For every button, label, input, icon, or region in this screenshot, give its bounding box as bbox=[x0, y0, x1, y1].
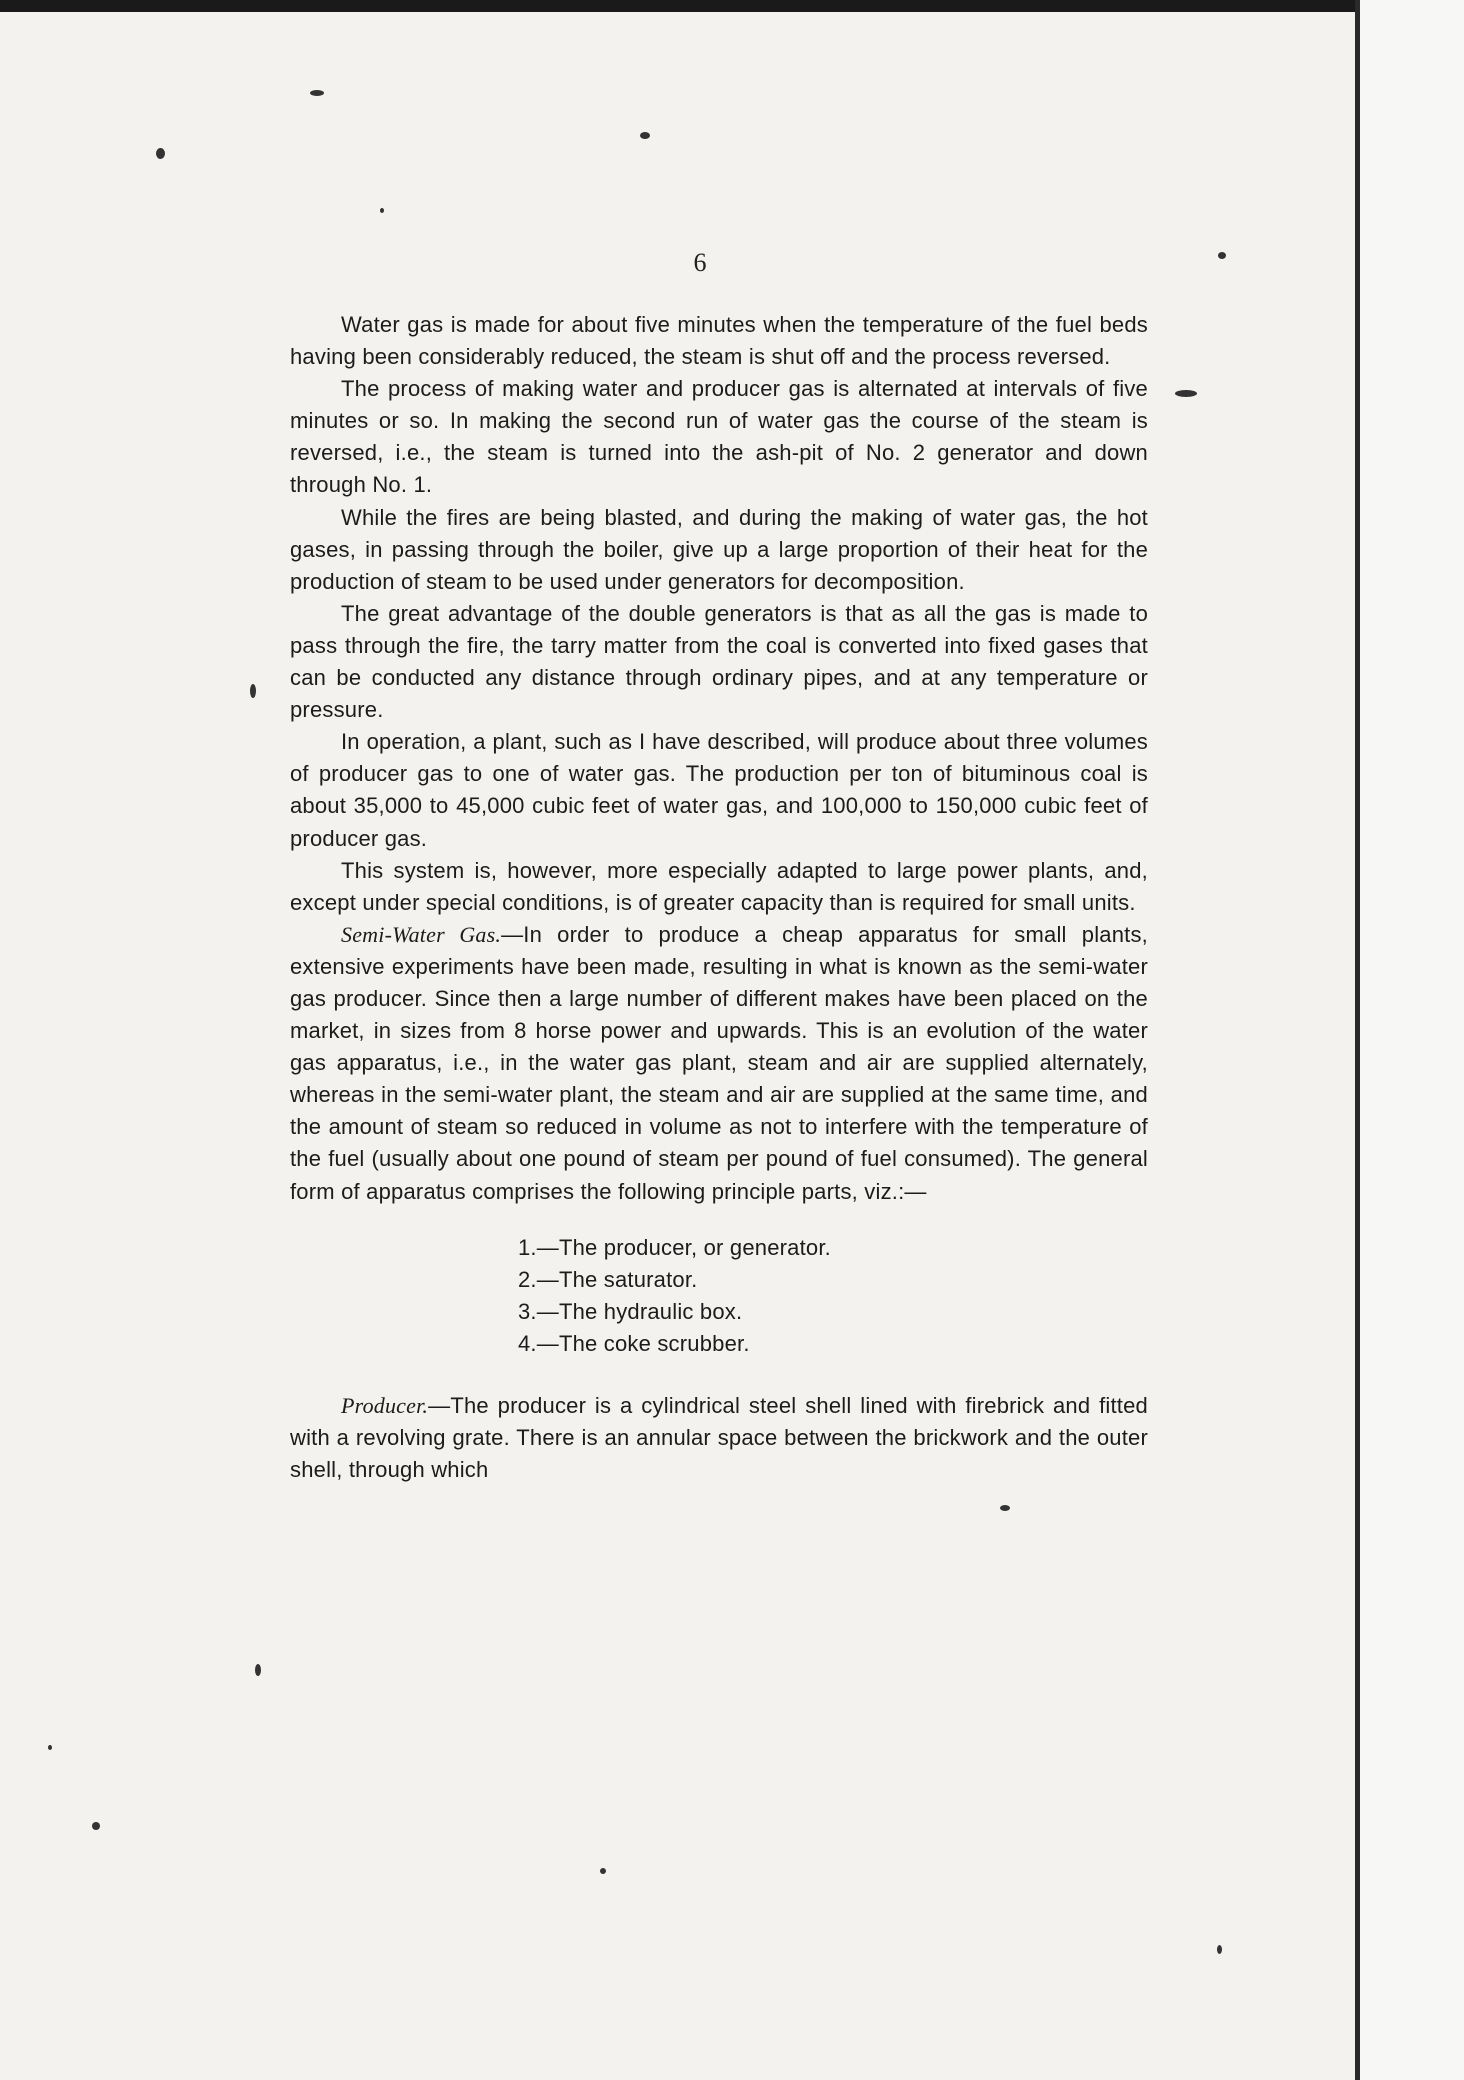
ink-speck bbox=[156, 148, 165, 159]
ink-speck bbox=[48, 1745, 52, 1750]
ink-speck bbox=[310, 90, 324, 96]
producer-paragraph bbox=[290, 1390, 1148, 1486]
paragraph: Water gas is made for about five minutes when the temperature of the fuel beds having been considerably reduced, the steam is shut off and the process reversed. bbox=[290, 312, 1148, 370]
adjacent-page-margin bbox=[1360, 0, 1464, 2080]
ink-speck bbox=[1175, 390, 1197, 397]
semi-water-gas-paragraph bbox=[290, 919, 1148, 1208]
paragraph: The process of making water and producer gas is alternated at intervals of five minutes or so. In making the second run of water gas the course of the steam is reversed, i.e., the steam is turned into the ash-pit of No. 2 generator and down through No. 1. bbox=[290, 376, 1148, 498]
ink-speck bbox=[1217, 1945, 1222, 1954]
ink-speck bbox=[640, 132, 650, 139]
list-item: 4.—The coke scrubber. bbox=[518, 1330, 750, 1356]
body-text bbox=[290, 309, 1148, 1486]
ink-speck bbox=[255, 1664, 261, 1676]
paragraph: This system is, however, more especially adapted to large power plants, and, except under special conditions, is of greater capacity than is required for small units. bbox=[290, 857, 1148, 915]
list-item: 1.—The producer, or generator. bbox=[518, 1234, 831, 1260]
paragraph: In operation, a plant, such as I have described, will produce about three volumes of producer gas to one of water gas. The production per ton of bituminous coal is about 35,000 to 45,000 cubic feet of water gas, and 100,000 to 150,000 cubic feet of producer gas. bbox=[290, 729, 1148, 851]
parts-list bbox=[518, 1232, 1148, 1360]
ink-speck bbox=[1000, 1505, 1010, 1511]
producer-heading: Producer. bbox=[341, 1393, 429, 1418]
ink-speck bbox=[250, 684, 256, 698]
ink-speck bbox=[380, 208, 384, 213]
ink-speck bbox=[92, 1822, 100, 1830]
list-item: 3.—The hydraulic box. bbox=[518, 1298, 743, 1324]
ink-speck bbox=[600, 1868, 606, 1874]
paragraph: The great advantage of the double generators is that as all the gas is made to pass through the fire, the tarry matter from the coal is converted into fixed gases that can be conducted any distance through ordinary pipes, and at any temperature or pressure. bbox=[290, 600, 1148, 723]
list-item: 2.—The saturator. bbox=[518, 1266, 698, 1292]
paragraph: While the fires are being blasted, and during the making of water gas, the hot gases, in passing through the boiler, give up a large proportion of their heat for the production of steam to be used under generators for decomposition. bbox=[290, 504, 1148, 594]
page-number: 6 bbox=[693, 248, 707, 277]
scan-top-edge bbox=[0, 0, 1355, 12]
semi-water-gas-heading: Semi-Water Gas. bbox=[341, 921, 502, 947]
semi-water-gas-body: —In order to produce a cheap apparatus for small plants, extensive experiments have been made, resulting in what is known as the semi-water gas producer. Since then a large number of different makes have been placed on the market, in sizes from 8 horse power and upwards. This is an evolution of the water gas apparatus, i.e., in the water gas plant, steam and air are supplied alternately, whereas in the semi-water plant, the steam and air are supplied at the same time, and the amount of steam so reduced in volume as not to interfere with the temperature of the fuel (usually about one pound of steam per pound of fuel consumed). The general form of apparatus comprises the following principle parts, viz.:— bbox=[290, 921, 1148, 1204]
producer-body: —The producer is a cylindrical steel shell lined with firebrick and fitted with a revolving grate. There is an annular space between the brickwork and the outer shell, through which bbox=[290, 1393, 1148, 1483]
